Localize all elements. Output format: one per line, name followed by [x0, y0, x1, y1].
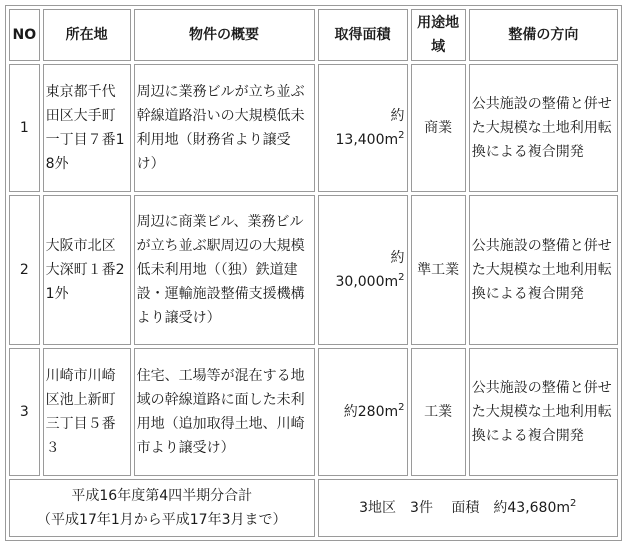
cell-no: 3: [9, 348, 40, 476]
area-prefix: 約: [390, 250, 405, 266]
cell-no: 1: [9, 64, 40, 192]
cell-direction: 公共施設の整備と併せた大規模な土地利用転換による複合開発: [469, 64, 618, 192]
cell-direction: 公共施設の整備と併せた大規模な土地利用転換による複合開発: [469, 348, 618, 476]
cell-location: 東京都千代田区大手町一丁目７番18外: [43, 64, 131, 192]
cell-summary: 住宅、工場等が混在する地域の幹線道路に面した未利用地（追加取得土地、川崎市より譲受け）: [134, 348, 315, 476]
header-row: [9, 9, 618, 61]
total-summary: 3地区 3件 面積 約43,680m: [359, 500, 571, 516]
header-area: 取得面積: [318, 9, 408, 61]
property-table: [5, 5, 622, 541]
table-row: [9, 64, 618, 192]
cell-zone: 商業: [411, 64, 466, 192]
header-location: 所在地: [43, 9, 131, 61]
cell-area: [318, 195, 408, 345]
total-row: [9, 479, 618, 537]
area-exponent: 2: [398, 272, 405, 283]
area-exponent: 2: [398, 402, 405, 413]
cell-area: [318, 64, 408, 192]
area-exponent: 2: [398, 130, 405, 141]
cell-no: 2: [9, 195, 40, 345]
cell-zone: 準工業: [411, 195, 466, 345]
total-summary-cell: [318, 479, 618, 537]
cell-summary: 周辺に商業ビル、業務ビルが立ち並ぶ駅周辺の大規模低未利用地（（独）鉄道建設・運輸施設整備支援機構より譲受け）: [134, 195, 315, 345]
area-value: 30,000m: [335, 274, 399, 290]
table-row: [9, 348, 618, 476]
area-prefix: 約280m: [343, 404, 399, 420]
total-period-cell: [9, 479, 315, 537]
area-value: 13,400m: [335, 132, 399, 148]
header-summary: 物件の概要: [134, 9, 315, 61]
area-prefix: 約: [390, 108, 405, 124]
cell-location: 大阪市北区大深町１番21外: [43, 195, 131, 345]
table-row: [9, 195, 618, 345]
total-period-title: 平成16年度第4四半期分合計: [71, 488, 253, 504]
total-exponent: 2: [570, 498, 577, 509]
total-period-range: （平成17年1月から平成17年3月まで）: [37, 512, 287, 528]
cell-zone: 工業: [411, 348, 466, 476]
header-direction: 整備の方向: [469, 9, 618, 61]
cell-area: [318, 348, 408, 476]
cell-direction: 公共施設の整備と併せた大規模な土地利用転換による複合開発: [469, 195, 618, 345]
cell-location: 川崎市川崎区池上新町三丁目５番３: [43, 348, 131, 476]
header-no: NO: [9, 9, 40, 61]
header-zone: 用途地域: [411, 9, 466, 61]
cell-summary: 周辺に業務ビルが立ち並ぶ幹線道路沿いの大規模低未利用地（財務省より譲受け）: [134, 64, 315, 192]
